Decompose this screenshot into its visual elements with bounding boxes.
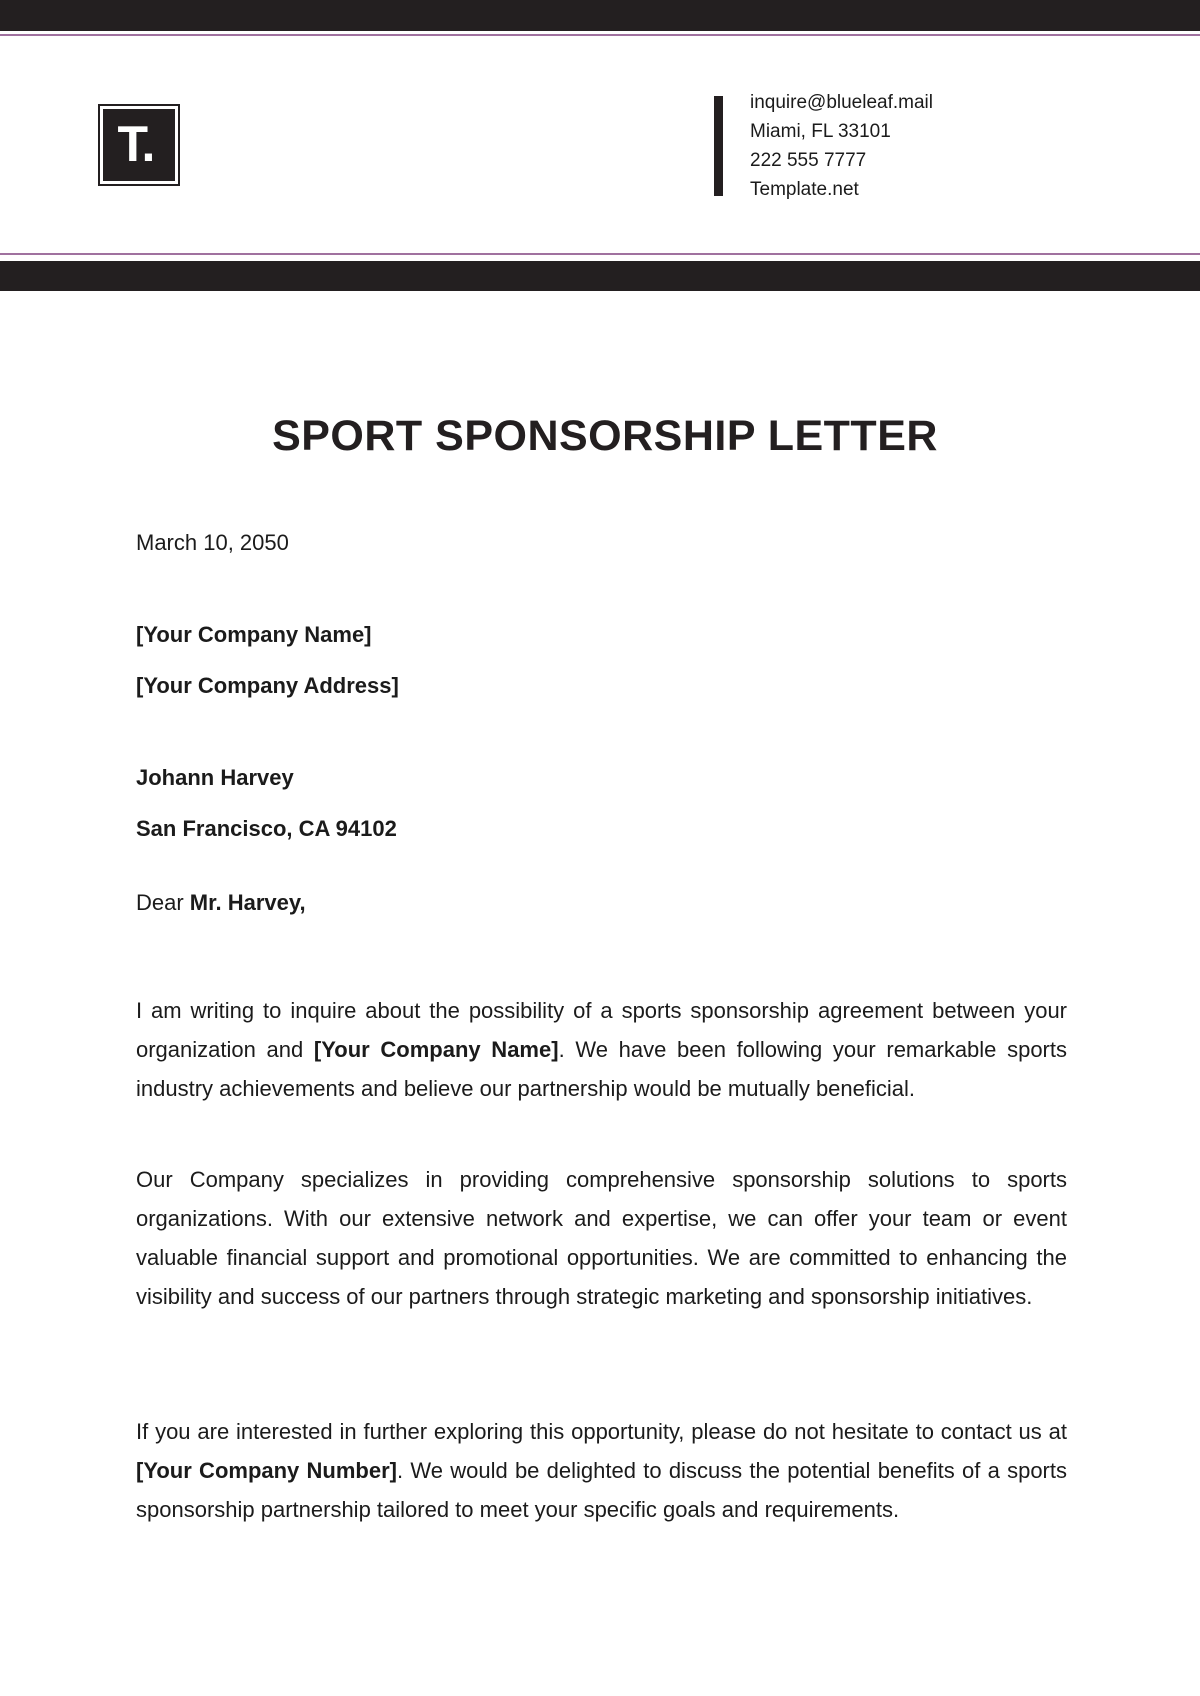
salutation (136, 890, 1067, 916)
contact-phone: 222 555 7777 (750, 150, 867, 171)
contact-email: inquire@blueleaf.mail (750, 92, 933, 113)
sender-address-block (136, 609, 1067, 711)
paragraph-3-text-end: . We would be delighted to discuss the potential benefits of a sports sponsorship partnership tailored to meet your specific goals and requirements. (136, 1458, 1068, 1522)
paragraph-1-company-name: [Your Company Name] (313, 1037, 559, 1062)
logo-mark (103, 109, 175, 181)
company-logo (98, 104, 180, 186)
letter-date: March 10, 2050 (136, 530, 289, 555)
header-bottom-band (0, 261, 1200, 291)
recipient-name: Johann Harvey (136, 765, 294, 790)
header-top-accent-rule (0, 34, 1200, 36)
paragraph-3-company-number: [Your Company Number] (136, 1458, 397, 1483)
contact-website: Template.net (750, 179, 859, 200)
sender-company-name: [Your Company Name] (136, 622, 372, 647)
salutation-name: Mr. Harvey, (189, 890, 306, 915)
contact-block (750, 88, 933, 204)
paragraph-2: Our Company specializes in providing comprehensive sponsorship solutions to sports organizations. With our extensive network and expertise, we can offer your team or event valuable financial support and promotional opportunities. We are committed to enhancing the visibility and success of our partners through strategic marketing and sponsorship initiatives. (136, 1167, 1067, 1309)
sender-company-address: [Your Company Address] (136, 673, 399, 698)
contact-divider-bar (714, 96, 723, 196)
salutation-greeting: Dear (136, 890, 190, 915)
paragraph-3 (136, 1412, 1067, 1529)
document-title: SPORT SPONSORSHIP LETTER (272, 412, 938, 460)
recipient-city: San Francisco, CA 94102 (136, 816, 397, 841)
paragraph-1 (136, 991, 1067, 1108)
paragraph-3-text-start: If you are interested in further exploring this opportunity, please do not hesitate to contact us at (136, 1419, 1067, 1444)
recipient-address-block (136, 752, 1067, 854)
paragraph-1-text-start: I am writing to inquire about the possibility of a sports sponsorship agreement between your organization and (136, 998, 1067, 1062)
logo-letter: T. (117, 116, 155, 172)
contact-city: Miami, FL 33101 (750, 121, 891, 142)
header-bottom-accent-rule (0, 253, 1200, 255)
header-top-band (0, 0, 1200, 31)
paragraph-1-text-end: . We have been following your remarkable sports industry achievements and believe our partnership would be mutually beneficial. (136, 1037, 1067, 1101)
